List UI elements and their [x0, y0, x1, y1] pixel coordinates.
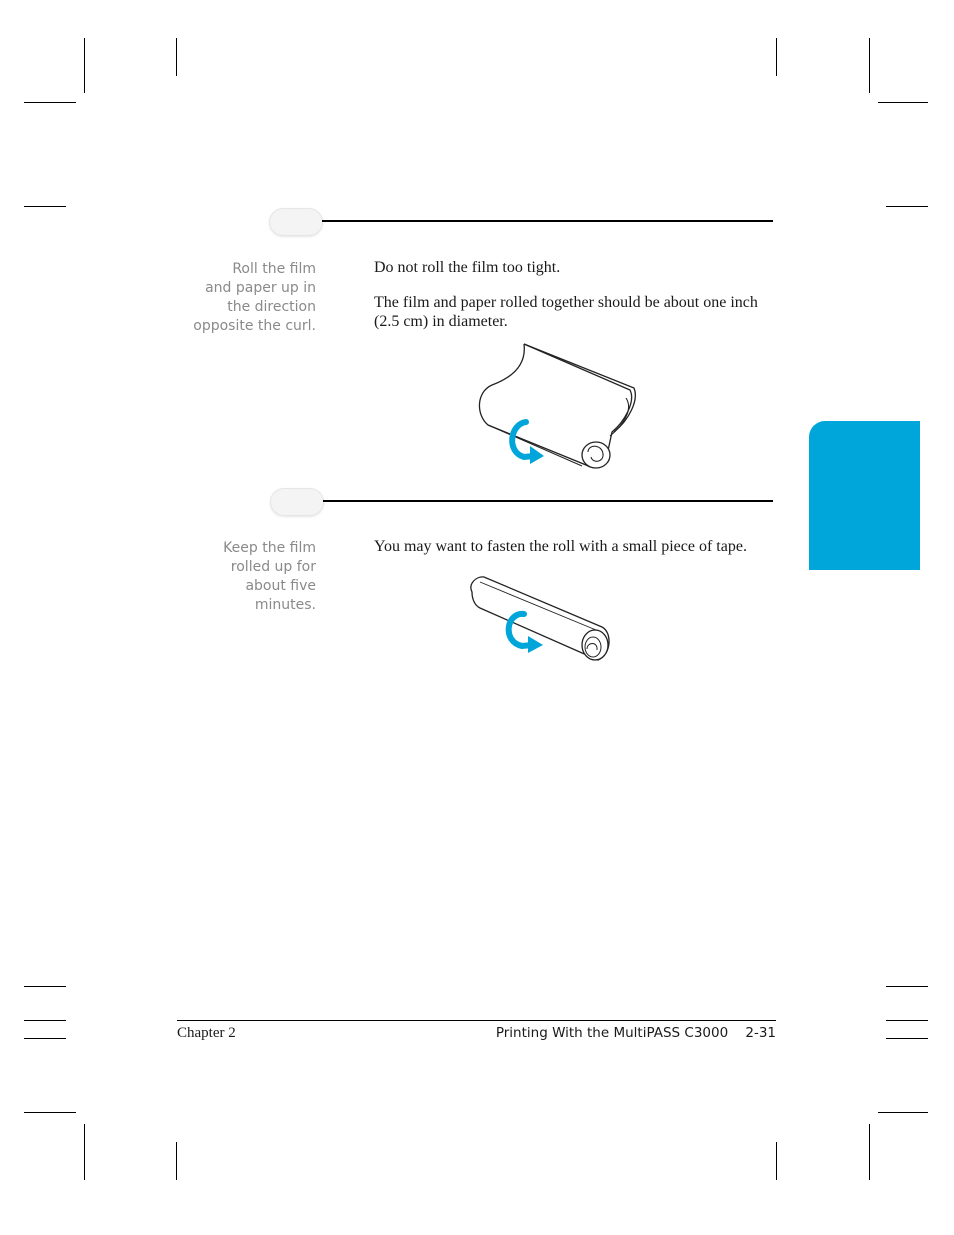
- side-note-line: Keep the film: [223, 540, 316, 556]
- side-note-line: Roll the film: [232, 261, 316, 277]
- side-note-line: the direction: [227, 299, 316, 315]
- chapter-thumb-tab: [809, 421, 920, 570]
- crop-mark: [24, 102, 76, 103]
- side-note: [116, 260, 316, 336]
- crop-mark: [886, 206, 928, 207]
- curling-film-roll-icon: [474, 340, 644, 475]
- body-paragraph: You may want to fasten the roll with a small piece of tape.: [374, 538, 747, 555]
- crop-mark: [24, 1020, 66, 1021]
- crop-mark: [176, 1142, 177, 1180]
- rolled-film-cylinder-icon: [466, 570, 616, 670]
- side-note-line: and paper up in: [205, 280, 316, 296]
- crop-mark: [176, 38, 177, 76]
- body-paragraph: The film and paper rolled together should be about one inch (2.5 cm) in diameter.: [374, 294, 758, 330]
- crop-mark: [24, 986, 66, 987]
- side-note-line: about five: [245, 578, 316, 594]
- crop-mark: [24, 1038, 66, 1039]
- crop-mark: [886, 1020, 928, 1021]
- side-note: [116, 539, 316, 615]
- side-note-line: minutes.: [254, 597, 316, 613]
- crop-mark: [84, 38, 85, 93]
- body-paragraph: Do not roll the film too tight.: [374, 259, 561, 276]
- side-note-line: opposite the curl.: [193, 318, 316, 334]
- footer-rule: [177, 1020, 776, 1021]
- crop-mark: [878, 102, 928, 103]
- side-note-line: rolled up for: [230, 559, 316, 575]
- footer-title: Printing With the MultiPASS C3000: [495, 1025, 729, 1041]
- crop-mark: [886, 986, 928, 987]
- crop-mark: [24, 1112, 76, 1113]
- footer-title-page: [496, 1025, 776, 1041]
- step-divider-rule: [323, 500, 773, 502]
- crop-mark: [869, 38, 870, 93]
- crop-mark: [886, 1038, 928, 1039]
- footer-chapter: Chapter 2: [177, 1025, 236, 1041]
- crop-mark: [878, 1112, 928, 1113]
- crop-mark: [24, 206, 66, 207]
- crop-mark: [776, 38, 777, 76]
- crop-mark: [776, 1142, 777, 1180]
- step-marker-pill: [271, 489, 323, 515]
- step-marker-pill: [270, 209, 322, 235]
- crop-mark: [84, 1124, 85, 1180]
- step-divider-rule: [322, 220, 773, 222]
- footer-page-number: 2-31: [745, 1025, 776, 1041]
- crop-mark: [869, 1124, 870, 1180]
